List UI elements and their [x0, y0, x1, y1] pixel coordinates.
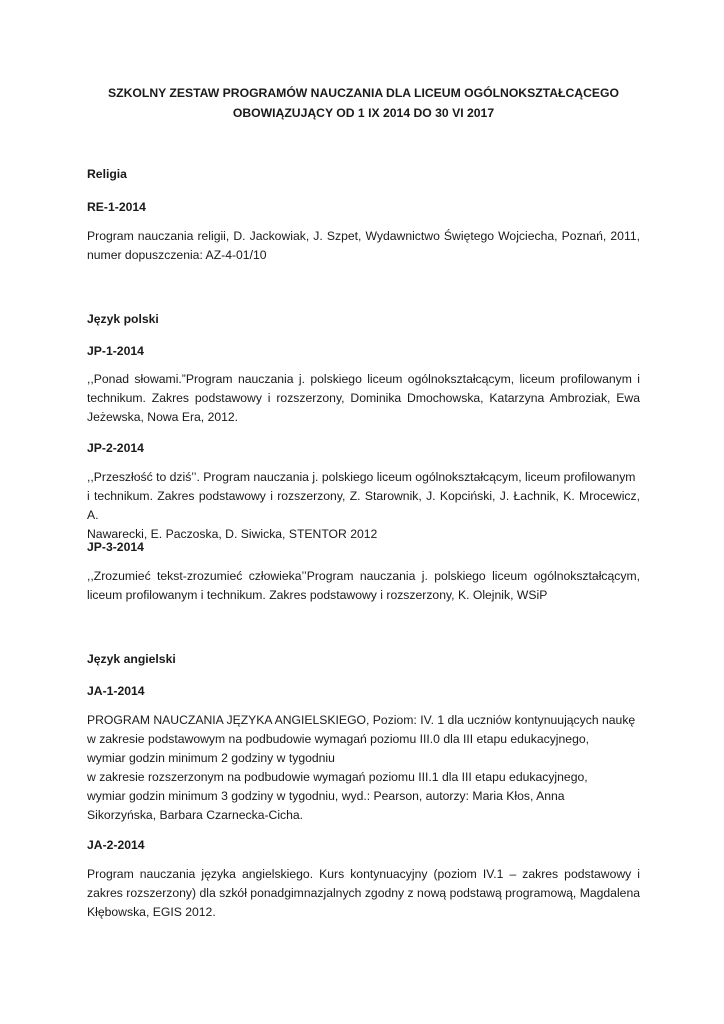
program-description-ja-1-2014 — [87, 711, 640, 825]
text-line: Nawarecki, E. Paczoska, D. Siwicka, STENTOR 2012 — [87, 527, 378, 541]
program-code-jp-3-2014: JP-3-2014 — [87, 540, 144, 554]
section-heading-jezyk-angielski: Język angielski — [87, 652, 176, 666]
text-line: Jeżewska, Nowa Era, 2012. — [87, 410, 239, 424]
program-description-jp-1-2014 — [87, 370, 640, 427]
text-line: zakres rozszerzony) dla szkół ponadgimnazjalnych zgodny z nową podstawą programową, Magdalena — [87, 886, 640, 900]
document-title-line-1: SZKOLNY ZESTAW PROGRAMÓW NAUCZANIA DLA LICEUM OGÓLNOKSZTAŁCĄCEGO — [108, 86, 619, 100]
text-line: ,,Zrozumieć tekst-zrozumieć człowieka’’Program nauczania j. polskiego liceum ogólnokształcącym, — [87, 569, 640, 583]
program-code-ja-2-2014: JA-2-2014 — [87, 838, 145, 852]
text-line: w zakresie podstawowym na podbudowie wymagań poziomu III.0 dla III etapu edukacyjnego, — [87, 732, 590, 746]
text-line: ,,Przeszłość to dziś’’. Program nauczania j. polskiego liceum ogólnokształcącym, liceum profilowanym — [87, 470, 636, 484]
text-line: liceum profilowanym i technikum. Zakres podstawowy i rozszerzony, K. Olejnik, WSiP — [87, 588, 548, 602]
text-line: ,,Ponad słowami.”Program nauczania j. polskiego liceum ogólnokształcącym, liceum profilowanym i — [87, 372, 640, 386]
text-line: Program nauczania religii, D. Jackowiak, J. Szpet, Wydawnictwo Świętego Wojciecha, Poznań, 2011, — [87, 229, 640, 243]
text-line: Sikorzyńska, Barbara Czarnecka-Cicha. — [87, 808, 304, 822]
document-title-line-2: OBOWIĄZUJĄCY OD 1 IX 2014 DO 30 VI 2017 — [232, 106, 495, 120]
text-line: w zakresie rozszerzonym na podbudowie wymagań poziomu III.1 dla III etapu edukacyjnego, — [87, 770, 588, 784]
program-code-ja-1-2014: JA-1-2014 — [87, 684, 145, 698]
program-code-jp-1-2014: JP-1-2014 — [87, 344, 144, 358]
text-line: i technikum. Zakres podstawowy i rozszerzony, Z. Starownik, J. Kopciński, J. Łachnik, K. Mrocewicz, A. — [87, 489, 640, 522]
program-code-re-1-2014: RE-1-2014 — [87, 200, 146, 214]
program-description-ja-2-2014 — [87, 865, 640, 922]
text-line: Kłębowska, EGIS 2012. — [87, 905, 216, 919]
text-line: wymiar godzin minimum 3 godziny w tygodniu, wyd.: Pearson, autorzy: Maria Kłos, Anna — [87, 789, 565, 803]
text-line: technikum. Zakres podstawowy i rozszerzony, Dominika Dmochowska, Katarzyna Ambroziak, Ewa — [87, 391, 640, 405]
program-code-jp-2-2014: JP-2-2014 — [87, 441, 144, 455]
section-heading-jezyk-polski: Język polski — [87, 312, 159, 326]
text-line: numer dopuszczenia: AZ-4-01/10 — [87, 248, 267, 262]
program-description-jp-3-2014 — [87, 567, 640, 605]
section-heading-religia: Religia — [87, 167, 127, 181]
text-line: Program nauczania języka angielskiego. Kurs kontynuacyjny (poziom IV.1 – zakres podstawowy i — [87, 867, 640, 881]
text-line: PROGRAM NAUCZANIA JĘZYKA ANGIELSKIEGO, Poziom: IV. 1 dla uczniów kontynuujących naukę — [87, 713, 636, 727]
document-page — [87, 0, 640, 1024]
program-description-jp-2-2014 — [87, 468, 640, 544]
program-description-re-1-2014 — [87, 227, 640, 265]
text-line: wymiar godzin minimum 2 godziny w tygodniu — [87, 751, 335, 765]
